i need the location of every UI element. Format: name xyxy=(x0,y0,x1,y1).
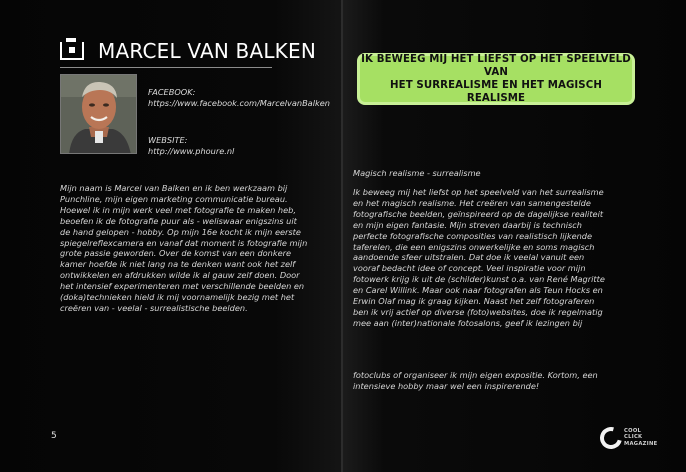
title-divider xyxy=(60,67,272,68)
article-paragraph-1: Ik beweeg mij het liefst op het speelveld van het surrealisme en het magisch realisme. Het creëren van samengestelde fotografische beelden, geïnspireerd op de dagelijkse realiteit en mijn eigen fantasie. Mijn streven daarbij is technisch perfecte fotografische composities van realistisch lijkende taferelen, die een enigszins onwerkelijke en soms magisch aandoende sfeer uitstralen. Dat doe ik veelal vanuit een vooraf bedacht idee of concept. Veel inspiratie voor mijn fotowerk krijg ik uit de (schilder)kunst o.a. van René Magritte en Carel Willink. Maar ook naar fotografen als Teun Hocks en Erwin Olaf mag ik graag kijken. Naast het zelf fotograferen ben ik vrij actief op diverse (foto)websites, doe ik regelmatig mee aan (inter)nationale fotosalons, geef ik lezingen bij xyxy=(353,187,605,328)
quote-banner xyxy=(357,53,635,105)
magazine-logo xyxy=(600,427,660,455)
cool-click-c-icon xyxy=(596,423,626,453)
facebook-contact xyxy=(148,87,330,109)
banner-line-2: HET SURREALISME EN HET MAGISCH REALISME xyxy=(390,80,602,104)
website-link[interactable]: http://www.phoure.nl xyxy=(148,146,235,156)
author-photo xyxy=(60,74,137,154)
camera-frame-icon xyxy=(60,38,86,60)
facebook-label: FACEBOOK: xyxy=(148,87,196,97)
article-paragraph-2: fotoclubs of organiseer ik mijn eigen expositie. Kortom, een intensieve hobby maar wel een inspirerende! xyxy=(353,370,598,391)
website-label: WEBSITE: xyxy=(148,135,188,145)
biography-text: Mijn naam is Marcel van Balken en ik ben werkzaam bij Punchline, mijn eigen marketing communicatie bureau. Hoewel ik in mijn werk veel met fotografie te maken heb, beoefen ik de fotografie puur als - weliswaar enigszins uit de hand gelopen - hobby. Op mijn 16e kocht ik mijn eerste spiegelreflexcamera en vanaf dat moment is fotografie mijn grote passie geworden. Over de komst van een donkere kamer hoefde ik niet lang na te denken want ook het zelf ontwikkelen en afdrukken wilde ik al gauw zelf doen. Door het intensief experimenteren met verschillende beelden en (doka)technieken hield ik mij voornamelijk bezig met het creëren van - veelal - surrealistische beelden. xyxy=(60,183,308,313)
magazine-name-line-1: COOL xyxy=(624,428,642,434)
facebook-link[interactable]: https://www.facebook.com/MarcelvanBalken xyxy=(148,98,330,108)
page-number: 5 xyxy=(51,431,57,441)
magazine-name-line-3: MAGAZINE xyxy=(624,440,658,447)
author-name: MARCEL VAN BALKEN xyxy=(98,39,316,63)
magazine-name-line-2: CLICK xyxy=(624,434,643,441)
article-subheading: Magisch realisme - surrealisme xyxy=(353,168,481,178)
banner-line-1: IK BEWEEG MIJ HET LIEFST OP HET SPEELVELD VAN xyxy=(361,54,631,78)
website-contact xyxy=(148,135,234,157)
